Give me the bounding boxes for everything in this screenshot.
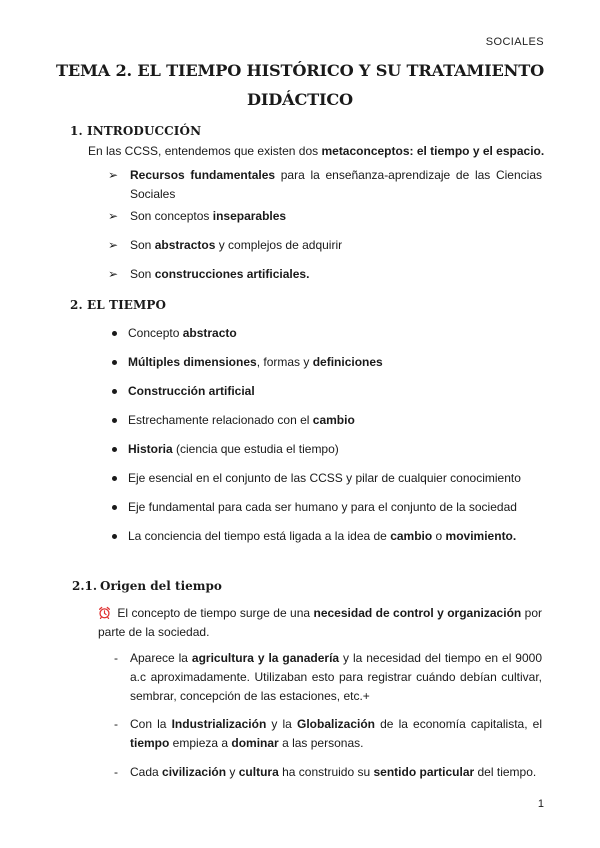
bullet-dot-icon (112, 418, 117, 423)
section-2-item-4 (112, 411, 552, 429)
item-bold: Industrialización (171, 717, 267, 731)
subsection-2-1-heading (72, 579, 222, 593)
item-bold: Historia (128, 442, 173, 456)
dash-bullet-icon: - (114, 651, 118, 665)
header-label: SOCIALES (485, 36, 544, 48)
section-2-item-1 (112, 324, 552, 342)
item-text: para la enseñanza-aprendizaje de las Ciencias Sociales (130, 168, 542, 201)
list-item (108, 166, 542, 204)
dash-bullet-icon: - (114, 717, 118, 731)
bullet-dot-icon (112, 476, 117, 481)
subsection-list-item-2 (114, 715, 542, 753)
item-bold-2: definiciones (312, 355, 383, 369)
subsection-list-item-3 (114, 763, 542, 782)
item-bold-2: Globalización (296, 717, 375, 731)
item-bold-2: cultura (238, 765, 279, 779)
item-bold-4: dominar (231, 736, 279, 750)
item-text-2: y complejos de adquirir (215, 238, 343, 252)
item-bold: Recursos fundamentales (130, 168, 276, 182)
section-1-list (108, 166, 542, 204)
list-item (112, 440, 552, 458)
dash-bullet-icon: - (114, 765, 118, 779)
item-text-5: a las personas. (278, 736, 364, 750)
item-bold: abstracto (182, 326, 237, 340)
subsection-number: 2.1. (72, 579, 98, 593)
item-text-2: y la necesidad del tiempo en el 9000 a.c aproximadamente. Utilizaban esto para registrar cuándo debían cultivar, sembrar, concepción de las estaciones, etc.+ (130, 651, 543, 703)
section-1-list-4 (108, 265, 542, 284)
item-bold: cambio (390, 529, 433, 543)
bullet-dot-icon (112, 447, 117, 452)
item-text-4: empieza a (169, 736, 232, 750)
list-item (112, 498, 552, 516)
item-text: Con la (130, 717, 172, 731)
section-1-title: INTRODUCCIÓN (87, 124, 202, 138)
item-text: Cada (130, 765, 163, 779)
item-bold-3: sentido particular (373, 765, 475, 779)
intro-text: El concepto de tiempo surge de una (114, 606, 314, 620)
section-2-item-2 (112, 353, 552, 371)
list-item (112, 353, 552, 371)
item-text-4: del tiempo. (474, 765, 537, 779)
section-2-item-7 (112, 498, 552, 516)
list-item (112, 382, 552, 400)
item-bold: Construcción artificial (128, 384, 255, 398)
item-text-2: o (432, 529, 446, 543)
section-2-heading (70, 298, 166, 312)
intro-text-2: por parte de la sociedad. (98, 606, 542, 639)
subsection-list-item-1 (114, 649, 542, 706)
section-2-title: EL TIEMPO (87, 298, 167, 312)
item-text-2: y la (266, 717, 297, 731)
page-number: 1 (537, 798, 544, 810)
item-bold: Múltiples dimensiones (128, 355, 257, 369)
item-bold: inseparables (212, 209, 287, 223)
list-item (112, 411, 552, 429)
item-text: Son (130, 238, 155, 252)
list-item (112, 527, 552, 545)
list-item (108, 236, 542, 255)
list-item (112, 469, 552, 487)
intro-bold: necesidad de control y organización (313, 606, 522, 620)
item-text: Eje esencial en el conjunto de las CCSS y pilar de cualquier conocimiento (128, 471, 521, 485)
item-text-3: ha construido su (278, 765, 374, 779)
subsection-title: Origen del tiempo (100, 579, 222, 593)
item-text: , formas y (256, 355, 313, 369)
title-line-1: TEMA 2. EL TIEMPO HISTÓRICO Y SU TRATAMIENTO (55, 61, 545, 80)
bullet-dot-icon (112, 534, 117, 539)
arrow-bullet-icon: ➢ (108, 238, 119, 252)
item-text: Estrechamente relacionado con el (128, 413, 313, 427)
bullet-dot-icon (112, 331, 117, 336)
item-text: Aparece la (130, 651, 192, 665)
item-bold-2: movimiento. (445, 529, 517, 543)
page-title (40, 56, 560, 114)
list-item (114, 763, 542, 782)
section-2-item-3 (112, 382, 552, 400)
section-2-number: 2. (70, 298, 83, 312)
list-item (108, 265, 542, 284)
section-1-list-2 (108, 207, 542, 226)
section-2-item-8 (112, 527, 552, 545)
bullet-dot-icon (112, 505, 117, 510)
item-bold: agricultura y la ganadería (191, 651, 340, 665)
item-text: Son conceptos (130, 209, 213, 223)
arrow-bullet-icon: ➢ (108, 209, 119, 223)
bullet-dot-icon (112, 360, 117, 365)
bullet-dot-icon (112, 389, 117, 394)
item-text: Eje fundamental para cada ser humano y para el conjunto de la sociedad (128, 500, 517, 514)
alarm-clock-icon (98, 606, 111, 619)
section-2-item-6 (112, 469, 552, 487)
list-item (112, 324, 552, 342)
intro-bold: metaconceptos: el tiempo y el espacio. (321, 144, 545, 158)
item-bold: civilización (162, 765, 227, 779)
section-2-item-5 (112, 440, 552, 458)
item-text-3: de la economía capitalista, el (375, 717, 543, 731)
item-bold: construcciones artificiales. (154, 267, 310, 281)
item-bold: cambio (312, 413, 355, 427)
section-1-number: 1. (70, 124, 83, 138)
section-1-list-3 (108, 236, 542, 255)
item-text: Concepto (128, 326, 183, 340)
item-text: (ciencia que estudia el tiempo) (172, 442, 339, 456)
list-item (108, 207, 542, 226)
list-item (114, 649, 542, 706)
item-bold: abstractos (154, 238, 216, 252)
arrow-bullet-icon: ➢ (108, 267, 119, 281)
title-line-2: DIDÁCTICO (247, 90, 353, 109)
section-1-intro (88, 144, 544, 158)
intro-text: En las CCSS, entendemos que existen dos (88, 144, 322, 158)
subsection-2-1-intro (98, 604, 542, 642)
item-bold-3: tiempo (130, 736, 170, 750)
arrow-bullet-icon: ➢ (108, 168, 119, 182)
item-text: Son (130, 267, 155, 281)
list-item (114, 715, 542, 753)
item-text: La conciencia del tiempo está ligada a la idea de (128, 529, 391, 543)
section-1-heading (70, 124, 201, 138)
item-text-2: y (226, 765, 239, 779)
